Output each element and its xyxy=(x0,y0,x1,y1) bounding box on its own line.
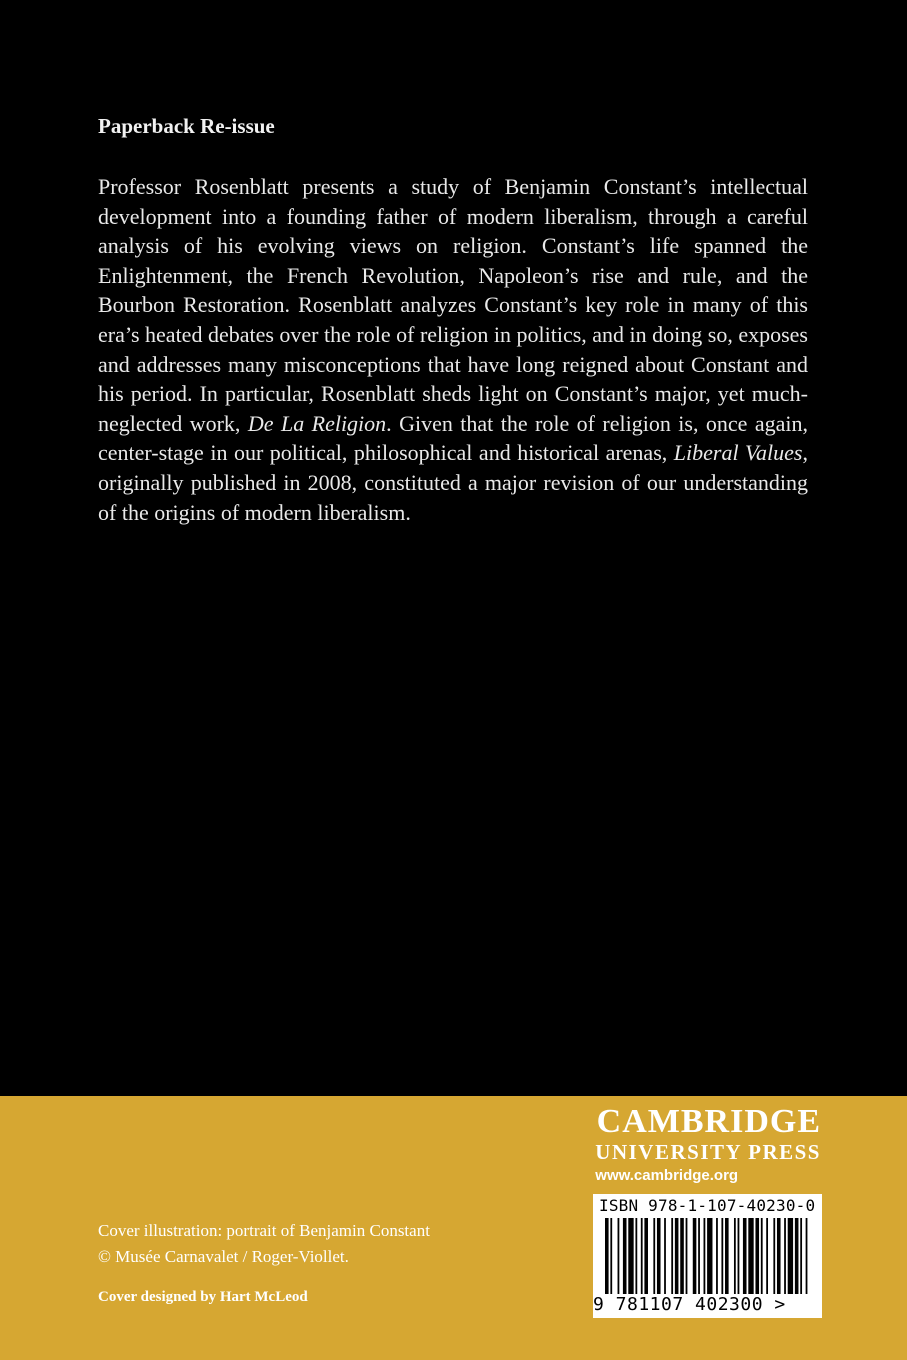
blurb-italic-title-1: De La Religion xyxy=(247,410,387,436)
illustration-credit-line2: © Musée Carnavalet / Roger-Viollet. xyxy=(98,1247,349,1266)
blurb xyxy=(98,172,808,527)
barcode-digits: 9 781107 402300 > xyxy=(593,1294,786,1315)
blurb-part1: Professor Rosenblatt presents a study of Benjamin Constant’s intellectual development into a founding father of modern liberalism, through a careful analysis of his evolving views on religion. Constant’s life spanned the Enlightenment, the French Revolution, Napoleon’s rise and rule, and the Bourbon Restoration. Rosenblatt analyzes Constant’s key role in many of this era’s heated debates over the role of religion in politics, and in doing so, exposes and addresses many misconceptions that have long reigned about Constant and his period. In particular, Rosenblatt sheds light on Constant’s major, yet much-neglected work, xyxy=(98,174,808,436)
illustration-credit xyxy=(98,1218,430,1270)
heading: Paperback Re-issue xyxy=(98,114,275,138)
barcode-bars xyxy=(605,1218,811,1294)
isbn-text: ISBN 978-1-107-40230-0 xyxy=(599,1196,816,1215)
publisher-url: www.cambridge.org xyxy=(595,1167,739,1184)
publisher-logo xyxy=(595,1104,821,1184)
publisher-subname: UNIVERSITY PRESS xyxy=(595,1140,821,1164)
barcode-box xyxy=(593,1194,822,1318)
blurb-part3: , originally published in 2008, constituted a major revision of our understanding of the origins of modern liberalism. xyxy=(98,440,808,525)
blurb-italic-title-2: Liberal Values xyxy=(673,440,803,466)
publisher-name: CAMBRIDGE xyxy=(596,1103,821,1140)
blurb-part2: . Given that the role of religion is, once again, center-stage in our political, philosophical and historical arenas, xyxy=(98,410,808,466)
illustration-credit-line1: Cover illustration: portrait of Benjamin Constant xyxy=(98,1221,430,1240)
designer-credit: Cover designed by Hart McLeod xyxy=(98,1289,308,1305)
